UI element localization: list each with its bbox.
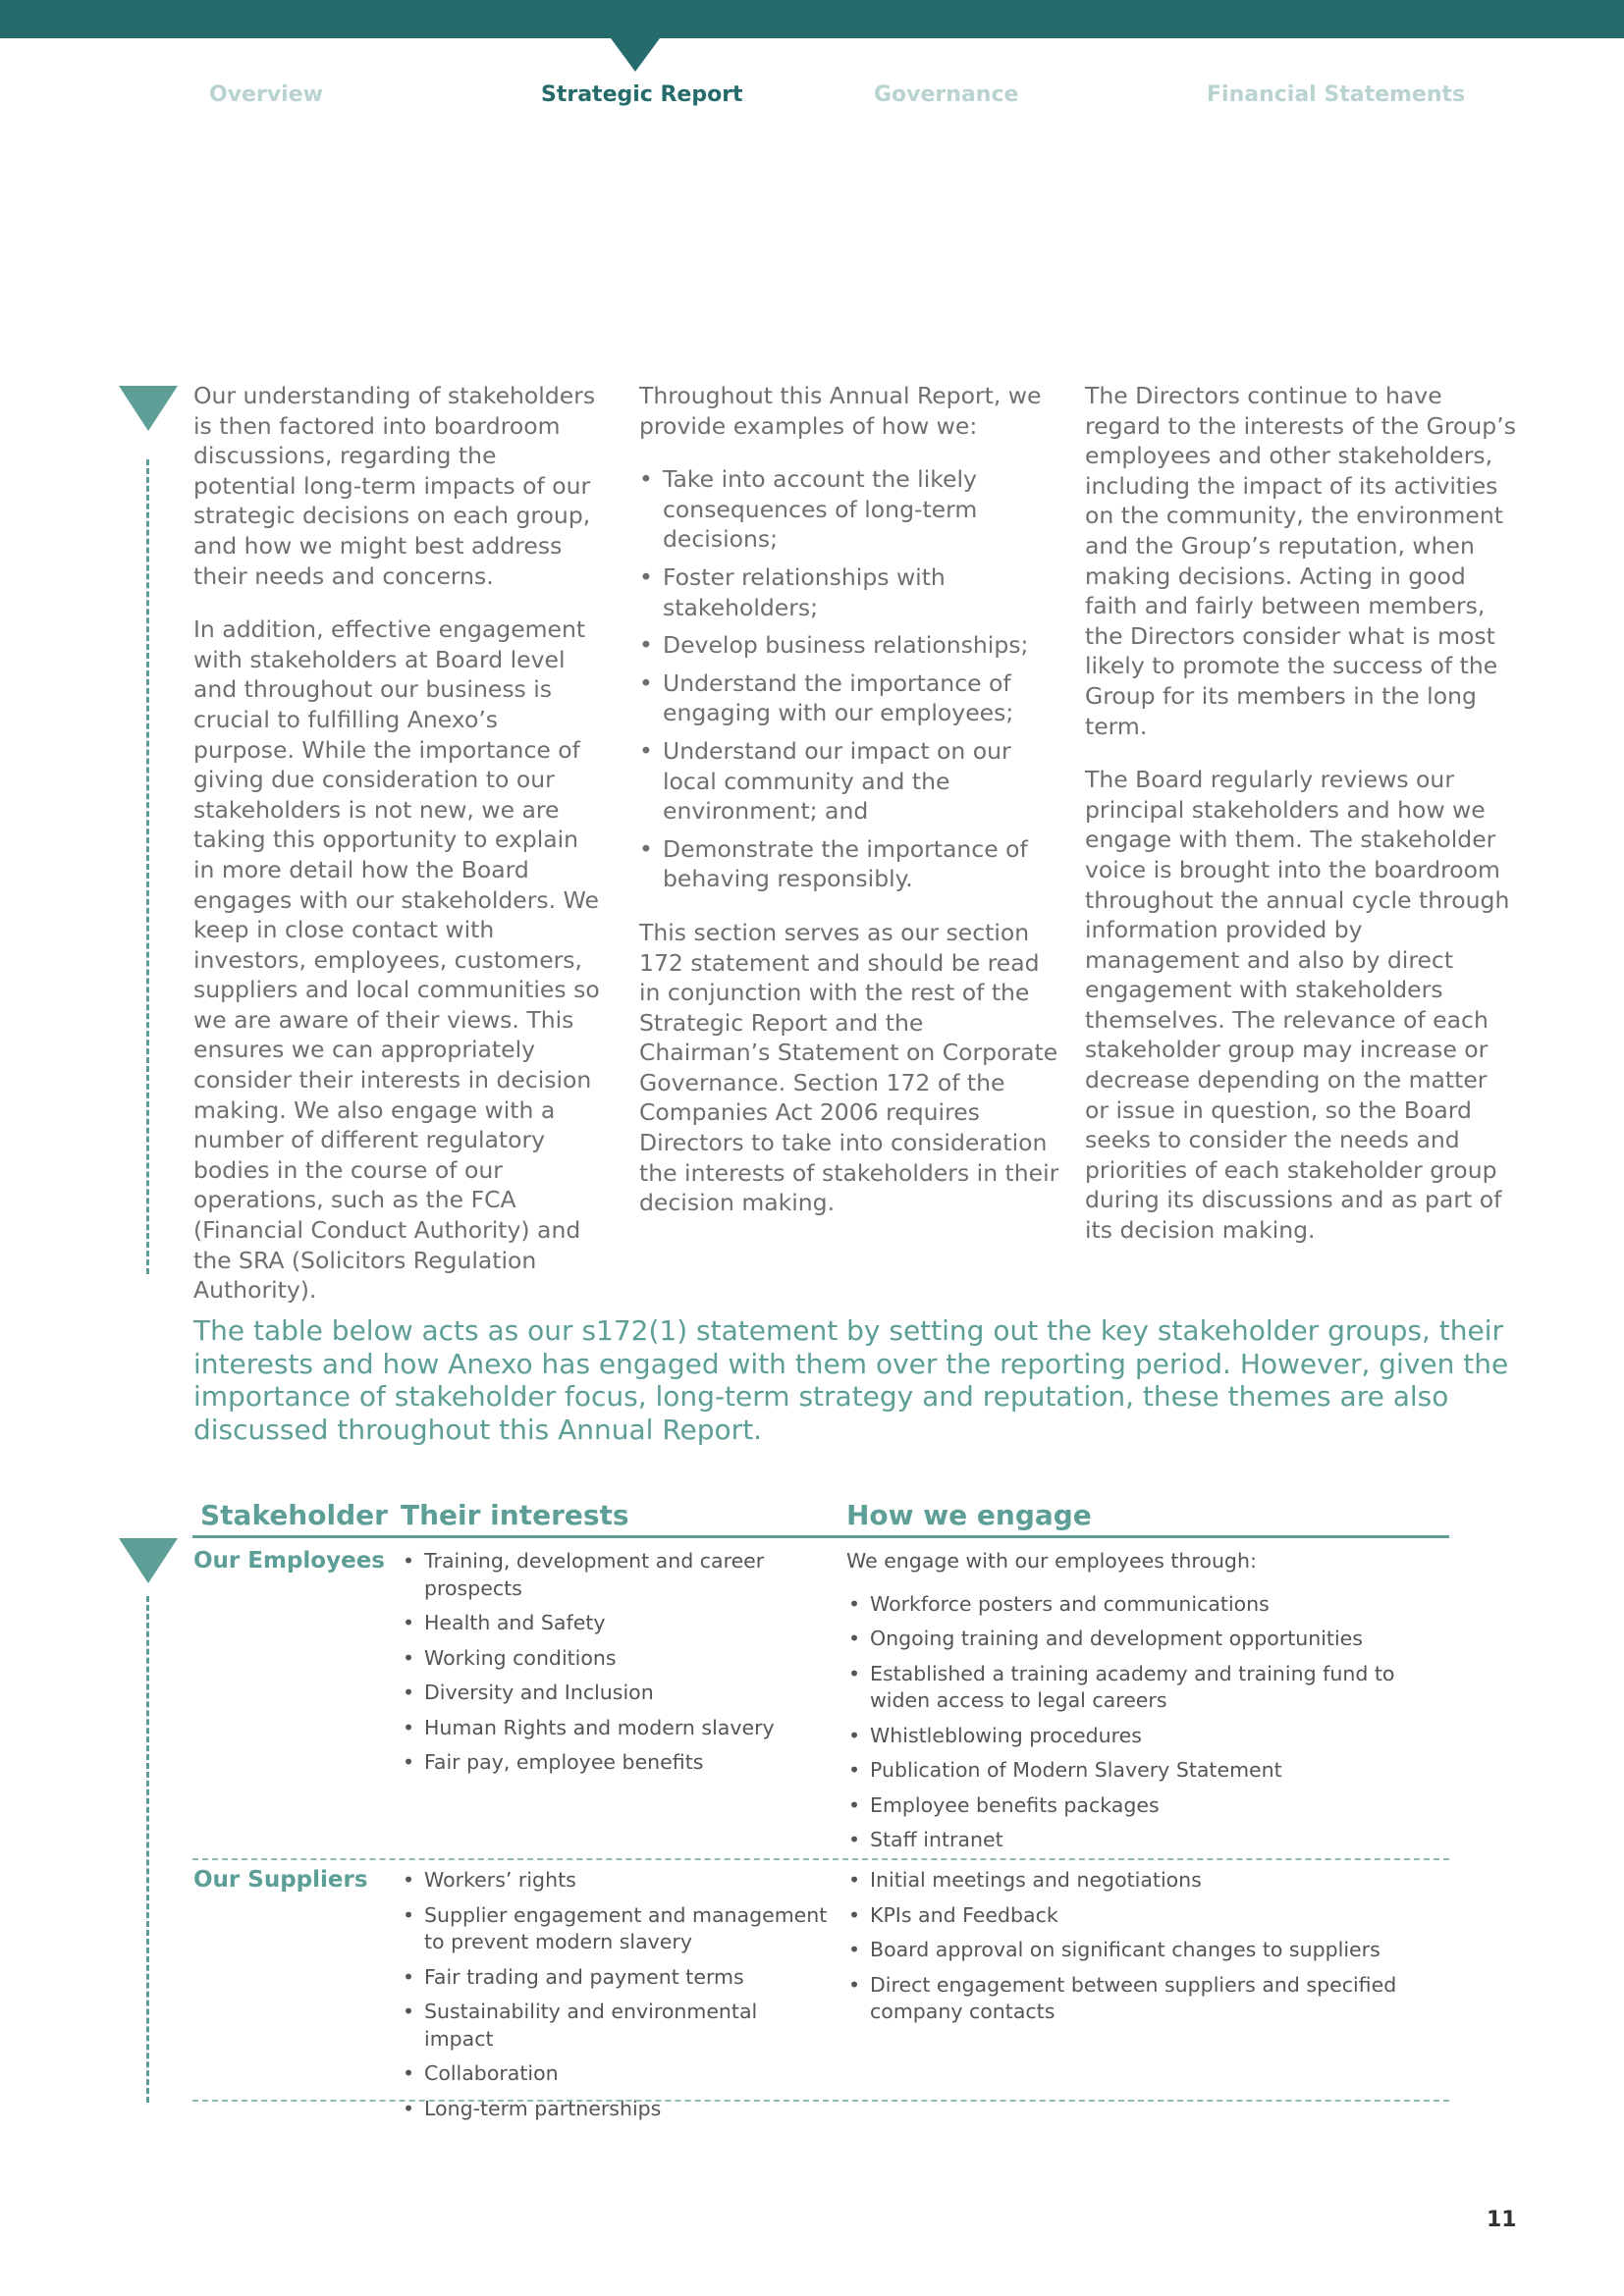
engagement-intro: We engage with our employees through: bbox=[846, 1549, 1257, 1573]
suppliers-engagement bbox=[846, 1867, 1435, 2034]
list-item: • Supplier engagement and management to prevent modern slavery bbox=[401, 1902, 833, 1956]
paragraph: The Board regularly reviews our principal stakeholders and how we engage with them. The stakeholder voice is brought into the boardroom throughout the annual cycle through information provided by management and also by direct engagement with stakeholders themselves. The relevance of each stakeholder group may increase or decrease depending on the matter or issue in question, so the Board seeks to consider the needs and priorities of each stakeholder group during its discussions and as part of its decision making. bbox=[1085, 766, 1510, 1245]
list-item: • Foster relationships with stakeholders; bbox=[639, 562, 1061, 622]
row-separator bbox=[192, 1858, 1449, 1860]
list-item: • Take into account the likely consequences of long-term decisions; bbox=[639, 464, 1061, 555]
row-separator bbox=[192, 2100, 1449, 2102]
list-item: • Established a training academy and training fund to widen access to legal careers bbox=[846, 1661, 1435, 1715]
list-item: • Workforce posters and communications bbox=[846, 1591, 1435, 1619]
list-item: • Direct engagement between suppliers and specified company contacts bbox=[846, 1972, 1435, 2026]
header-bar bbox=[0, 0, 1624, 38]
nav-financial-statements[interactable]: Financial Statements bbox=[1207, 82, 1466, 107]
table-marker-triangle bbox=[119, 1538, 178, 1583]
paragraph: Our understanding of stakeholders is then factored into boardroom discussions, regarding the potential long-term impacts of our strategic decisions on each group, and how we might best address their needs and concerns. bbox=[193, 382, 596, 590]
list-item: • Working conditions bbox=[401, 1645, 833, 1673]
list-item: • Develop business relationships; bbox=[639, 630, 1061, 661]
list-item: • Diversity and Inclusion bbox=[401, 1680, 833, 1707]
list-item: • Publication of Modern Slavery Statement bbox=[846, 1757, 1435, 1785]
list-item: • Collaboration bbox=[401, 2060, 833, 2088]
list-item: • KPIs and Feedback bbox=[846, 1902, 1435, 1930]
list-item: • Employee benefits packages bbox=[846, 1792, 1435, 1820]
nav-governance[interactable]: Governance bbox=[874, 82, 1019, 107]
list-item: • Whistleblowing procedures bbox=[846, 1723, 1435, 1750]
list-item: • Workers’ rights bbox=[401, 1867, 833, 1895]
list-item: • Health and Safety bbox=[401, 1610, 833, 1637]
stakeholder-suppliers: Our Suppliers bbox=[193, 1867, 368, 1893]
list-item: • Ongoing training and development opportunities bbox=[846, 1626, 1435, 1653]
list-item: • Sustainability and environmental impact bbox=[401, 1999, 833, 2053]
text-column-1 bbox=[193, 381, 606, 1329]
active-section-pointer bbox=[611, 38, 660, 72]
column-header-interests: Their interests bbox=[401, 1499, 629, 1531]
section-dashed-rule bbox=[146, 459, 149, 1274]
section-marker-triangle bbox=[119, 386, 178, 431]
paragraph: The Directors continue to have regard to the interests of the Group’s employees and other stakeholders, including the impact of its activities on the community, the environment and the Group’s reputation, when making decisions. Acting in good faith and fairly between members, the Directors consider what is most likely to promote the success of the Group for its members in the long term. bbox=[1085, 382, 1516, 740]
paragraph: In addition, effective engagement with stakeholders at Board level and throughout our business is crucial to fulfilling Anexo’s purpose. While the importance of giving due consideration to our stakeholders is not new, we are taking this opportunity to explain in more detail how the Board engages with our stakeholders. We keep in close contact with investors, employees, customers, suppliers and local communities so we are aware of their views. This ensures we can appropriately consider their interests in decision making. We also engage with a number of different regulatory bodies in the course of our operations, such as the FCA (Financial Conduct Authority) and the SRA (Solicitors Regulation Authority). bbox=[193, 615, 600, 1305]
list-item: • Understand our impact on our local community and the environment; and bbox=[639, 736, 1061, 827]
list-item: • Demonstrate the importance of behaving responsibly. bbox=[639, 834, 1061, 894]
list-item: • Staff intranet bbox=[846, 1827, 1435, 1854]
list-item: • Human Rights and modern slavery bbox=[401, 1715, 833, 1742]
employees-engagement bbox=[846, 1548, 1435, 1862]
paragraph: Throughout this Annual Report, we provide examples of how we: bbox=[639, 382, 1042, 440]
suppliers-interests bbox=[401, 1867, 833, 2130]
table-header-rule bbox=[192, 1535, 1449, 1538]
column-header-stakeholder: Stakeholder bbox=[200, 1499, 388, 1531]
list-item: • Initial meetings and negotiations bbox=[846, 1867, 1435, 1895]
list-item: • Fair pay, employee benefits bbox=[401, 1749, 833, 1777]
text-column-3 bbox=[1085, 381, 1517, 1269]
examples-list bbox=[639, 464, 1061, 894]
text-column-2 bbox=[639, 381, 1061, 1242]
nav-strategic-report[interactable]: Strategic Report bbox=[541, 82, 743, 107]
list-item: • Training, development and career prospects bbox=[401, 1548, 833, 1602]
list-item: • Long-term partnerships bbox=[401, 2096, 833, 2123]
stakeholder-employees: Our Employees bbox=[193, 1548, 385, 1574]
list-item: • Understand the importance of engaging with our employees; bbox=[639, 668, 1061, 728]
table-dashed-rule bbox=[146, 1596, 149, 2103]
nav-overview[interactable]: Overview bbox=[209, 82, 323, 107]
page-number: 11 bbox=[1487, 2208, 1517, 2232]
s172-intro-statement: The table below acts as our s172(1) statement by setting out the key stakeholder groups, their interests and how Anexo has engaged with them over the reporting period. However, given the importance of stakeholder focus, long-term strategy and reputation, these themes are also discussed throughout this Annual Report. bbox=[193, 1314, 1509, 1446]
paragraph: This section serves as our section 172 statement and should be read in conjunction with the rest of the Strategic Report and the Chairman’s Statement on Corporate Governance. Section 172 of the Companies Act 2006 requires Directors to take into consideration the interests of stakeholders in their decision making. bbox=[639, 918, 1059, 1217]
column-header-engage: How we engage bbox=[846, 1499, 1092, 1531]
employees-interests bbox=[401, 1548, 833, 1785]
list-item: • Fair trading and payment terms bbox=[401, 1964, 833, 1992]
list-item: • Board approval on significant changes to suppliers bbox=[846, 1937, 1435, 1964]
